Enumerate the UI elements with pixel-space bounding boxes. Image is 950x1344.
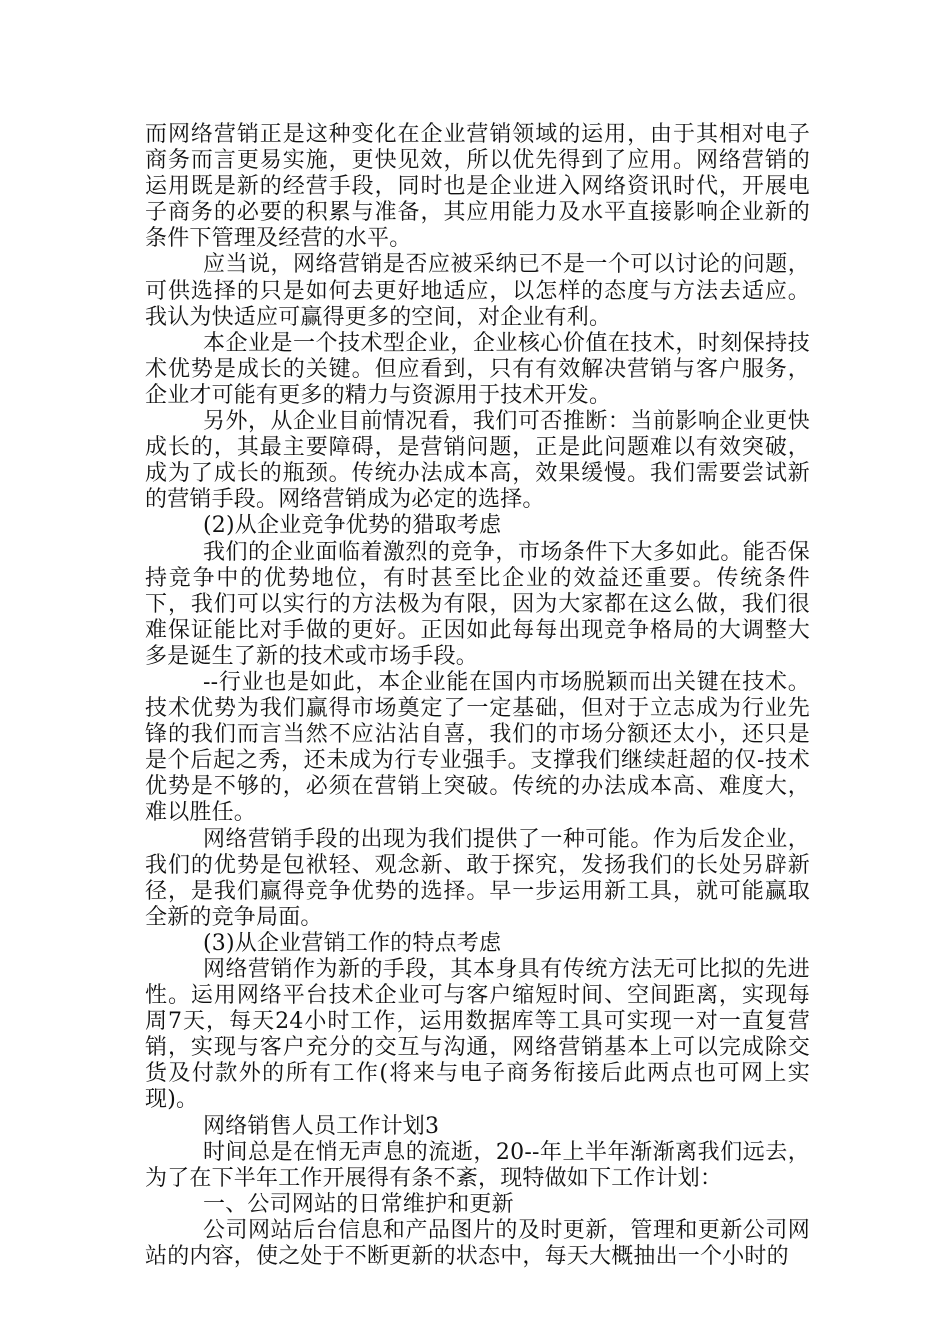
- section-heading-website-maintenance: 一、公司网站的日常维护和更新: [203, 1191, 514, 1217]
- paragraph-website-maintenance: 公司网站后台信息和产品图片的及时更新，管理和更新公司网站的内容，使之处于不断更新的状态中，每天大概抽出一个小时的: [145, 1217, 810, 1270]
- document-subtitle: 网络销售人员工作计划3: [203, 1113, 440, 1139]
- document-page: [145, 122, 810, 1270]
- section-heading-marketing-features: (3)从企业营销工作的特点考虑: [203, 930, 502, 956]
- section-heading-competition: (2)从企业竞争优势的猎取考虑: [203, 513, 502, 539]
- paragraph-adaptation: 应当说，网络营销是否应被采纳已不是一个可以讨论的问题，可供选择的只是如何去更好地适应，以怎样的态度与方法去适应。我认为快适应可赢得更多的空间，对企业有利。: [145, 252, 810, 330]
- paragraph-intro: 而网络营销正是这种变化在企业营销领域的运用，由于其相对电子商务而言更易实施，更快见效，所以优先得到了应用。网络营销的运用既是新的经营手段，同时也是企业进入网络资讯时代，开展电子商务的必要的积累与准备，其应用能力及水平直接影响企业新的条件下管理及经营的水平。: [145, 122, 810, 252]
- paragraph-bottleneck: 另外，从企业目前情况看，我们可否推断：当前影响企业更快成长的，其最主要障碍，是营销问题，正是此问题难以有效突破，成为了成长的瓶颈。传统办法成本高，效果缓慢。我们需要尝试新的营销手段。网络营销成为必定的选择。: [145, 409, 810, 513]
- paragraph-opportunity: 网络营销手段的出现为我们提供了一种可能。作为后发企业，我们的优势是包袱轻、观念新、敢于探究，发扬我们的长处另辟新径，是我们赢得竞争优势的选择。早一步运用新工具，就可能赢取全新的竞争局面。: [145, 826, 810, 930]
- paragraph-plan-intro: 时间总是在悄无声息的流逝，20--年上半年渐渐离我们远去，为了在下半年工作开展得有条不紊，现特做如下工作计划：: [145, 1139, 810, 1191]
- paragraph-tech-enterprise: 本企业是一个技术型企业，企业核心价值在技术，时刻保持技术优势是成长的关键。但应看到，只有有效解决营销与客户服务，企业才可能有更多的精力与资源用于技术开发。: [145, 330, 810, 408]
- paragraph-industry: --行业也是如此，本企业能在国内市场脱颖而出关键在技术。技术优势为我们赢得市场奠定了一定基础，但对于立志成为行业先锋的我们而言当然不应沾沾自喜，我们的市场分额还太小，还只是是个后起之秀，还未成为行专业强手。支撑我们继续赶超的仅-技术优势是不够的，必须在营销上突破。传统的办法成本高、难度大，难以胜任。: [145, 669, 810, 826]
- paragraph-competition: 我们的企业面临着激烈的竞争，市场条件下大多如此。能否保持竞争中的优势地位，有时甚至比企业的效益还重要。传统条件下，我们可以实行的方法极为有限，因为大家都在这么做，我们很难保证能比对手做的更好。正因如此每每出现竞争格局的大调整大多是诞生了新的技术或市场手段。: [145, 539, 810, 669]
- paragraph-marketing-features: 网络营销作为新的手段，其本身具有传统方法无可比拟的先进性。运用网络平台技术企业可与客户缩短时间、空间距离，实现每周7天，每天24小时工作，运用数据库等工具可实现一对一直复营销，实现与客户充分的交互与沟通，网络营销基本上可以完成除交货及付款外的所有工作(将来与电子商务衔接后此两点也可网上实现)。: [145, 957, 810, 1113]
